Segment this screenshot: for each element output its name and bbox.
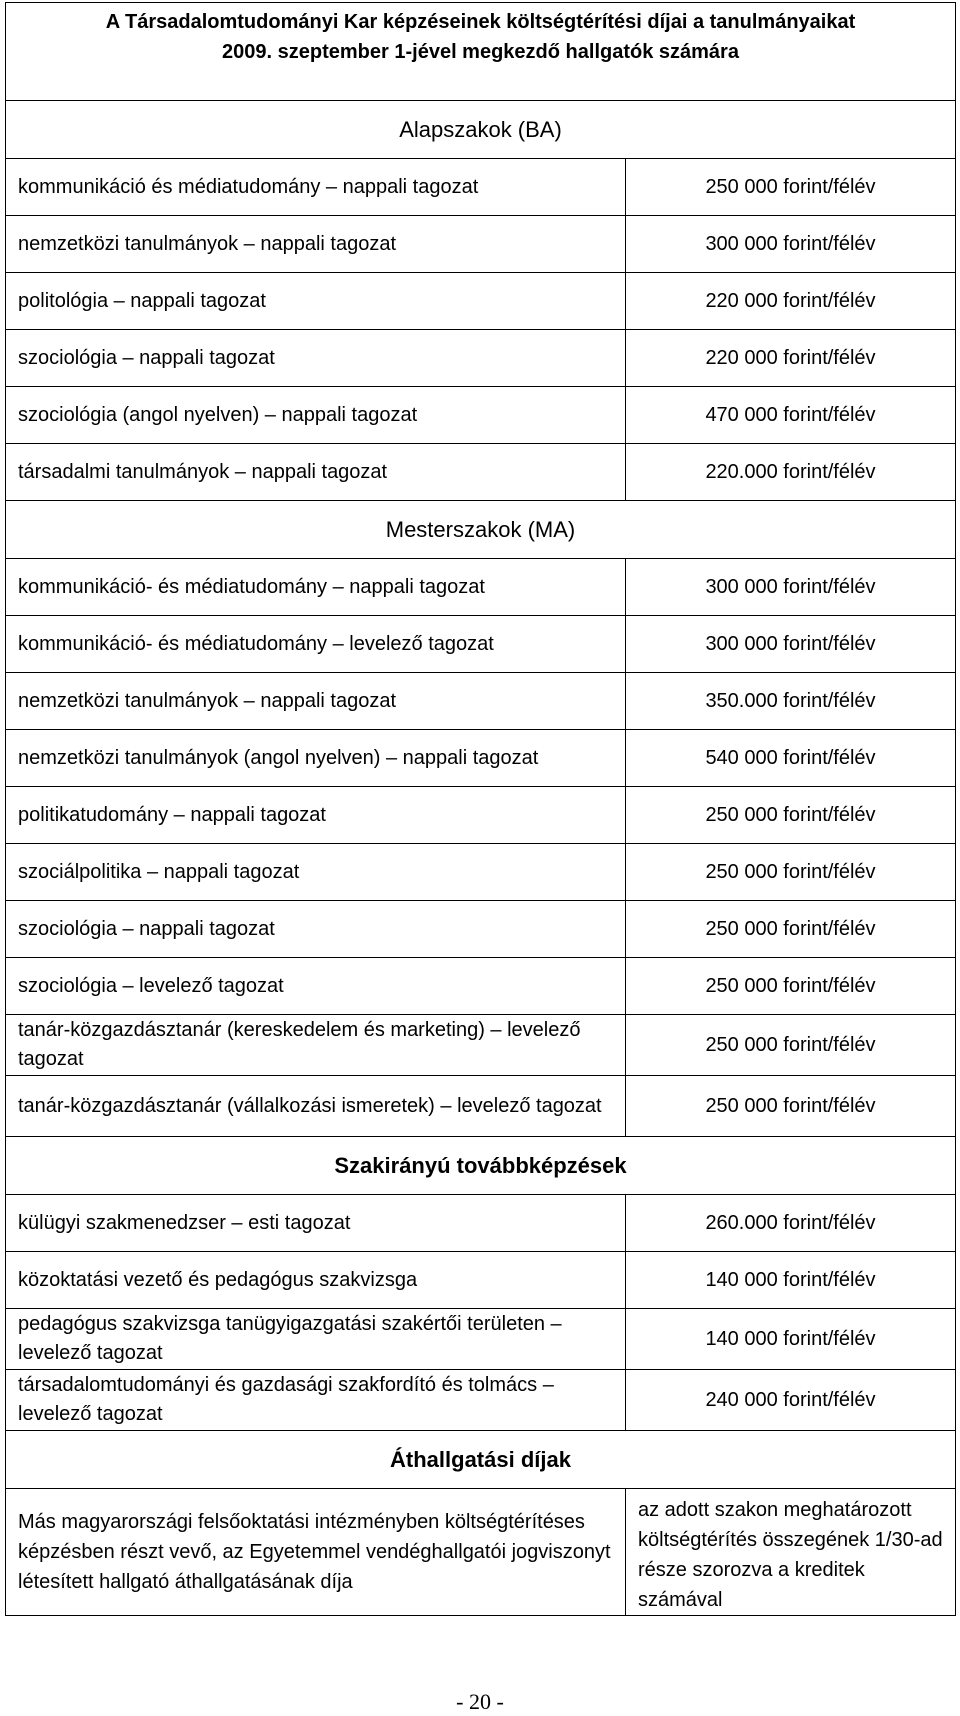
title-line-2: 2009. szeptember 1-jével megkezdő hallgatók számára: [222, 41, 739, 63]
section-heading-ma: Mesterszakok (MA): [6, 501, 956, 559]
program-name: kommunikáció- és médiatudomány – nappali tagozat: [6, 559, 626, 616]
fee-value: 220.000 forint/félév: [626, 444, 956, 501]
program-name: pedagógus szakvizsga tanügyigazgatási szakértői területen – levelező tagozat: [6, 1309, 626, 1370]
table-row: [6, 844, 956, 901]
section-heading-continuing: Szakirányú továbbképzések: [6, 1137, 956, 1195]
program-name: Más magyarországi felsőoktatási intézményben költségtérítéses képzésben részt vevő, az Egyetemmel vendéghallgatói jogviszonyt létesített hallgató áthallgatásának díja: [6, 1489, 626, 1616]
fee-value: 220 000 forint/félév: [626, 273, 956, 330]
table-row: [6, 330, 956, 387]
program-name: tanár-közgazdásztanár (vállalkozási ismeretek) – levelező tagozat: [6, 1076, 626, 1137]
fee-value: 220 000 forint/félév: [626, 330, 956, 387]
table-row: [6, 1195, 956, 1252]
program-name: társadalomtudományi és gazdasági szakfordító és tolmács – levelező tagozat: [6, 1370, 626, 1431]
program-name: szociológia – levelező tagozat: [6, 958, 626, 1015]
fee-value: 250 000 forint/félév: [626, 1015, 956, 1076]
table-row: [6, 730, 956, 787]
fee-value: 140 000 forint/félév: [626, 1252, 956, 1309]
table-row: [6, 159, 956, 216]
table-row: [6, 787, 956, 844]
fee-value: az adott szakon meghatározott költségtérítés összegének 1/30-ad része szorozva a kreditek számával: [626, 1489, 956, 1616]
fee-value: 250 000 forint/félév: [626, 958, 956, 1015]
program-name: tanár-közgazdásztanár (kereskedelem és marketing) – levelező tagozat: [6, 1015, 626, 1076]
table-row: [6, 1015, 956, 1076]
program-name: politikatudomány – nappali tagozat: [6, 787, 626, 844]
fee-value: 260.000 forint/félév: [626, 1195, 956, 1252]
section-heading-ba: Alapszakok (BA): [6, 101, 956, 159]
fee-table: [5, 2, 956, 1616]
program-name: nemzetközi tanulmányok (angol nyelven) – nappali tagozat: [6, 730, 626, 787]
program-name: szociológia (angol nyelven) – nappali tagozat: [6, 387, 626, 444]
program-name: közoktatási vezető és pedagógus szakvizsga: [6, 1252, 626, 1309]
fee-value: 140 000 forint/félév: [626, 1309, 956, 1370]
program-name: szociológia – nappali tagozat: [6, 330, 626, 387]
table-row: [6, 958, 956, 1015]
program-name: külügyi szakmenedzser – esti tagozat: [6, 1195, 626, 1252]
fee-value: 250 000 forint/félév: [626, 787, 956, 844]
table-row: [6, 559, 956, 616]
table-row: [6, 216, 956, 273]
document-title: [6, 3, 956, 101]
table-row: [6, 1489, 956, 1616]
program-name: kommunikáció- és médiatudomány – levelező tagozat: [6, 616, 626, 673]
program-name: nemzetközi tanulmányok – nappali tagozat: [6, 216, 626, 273]
program-name: társadalmi tanulmányok – nappali tagozat: [6, 444, 626, 501]
table-row: [6, 273, 956, 330]
section-heading-crossover: Áthallgatási díjak: [6, 1431, 956, 1489]
table-row: [6, 901, 956, 958]
program-name: nemzetközi tanulmányok – nappali tagozat: [6, 673, 626, 730]
title-line-1: A Társadalomtudományi Kar képzéseinek költségtérítési díjai a tanulmányaikat: [105, 11, 856, 33]
table-row: [6, 616, 956, 673]
fee-value: 300 000 forint/félév: [626, 616, 956, 673]
fee-value: 470 000 forint/félév: [626, 387, 956, 444]
program-name: kommunikáció és médiatudomány – nappali tagozat: [6, 159, 626, 216]
table-row: [6, 1076, 956, 1137]
table-row: [6, 444, 956, 501]
fee-value: 240 000 forint/félév: [626, 1370, 956, 1431]
program-name: politológia – nappali tagozat: [6, 273, 626, 330]
fee-value: 540 000 forint/félév: [626, 730, 956, 787]
table-row: [6, 1370, 956, 1431]
fee-value: 250 000 forint/félév: [626, 1076, 956, 1137]
table-row: [6, 387, 956, 444]
table-row: [6, 1252, 956, 1309]
fee-value: 300 000 forint/félév: [626, 216, 956, 273]
fee-value: 250 000 forint/félév: [626, 844, 956, 901]
page-number: - 20 -: [456, 1689, 504, 1714]
program-name: szociálpolitika – nappali tagozat: [6, 844, 626, 901]
fee-value: 250 000 forint/félév: [626, 159, 956, 216]
fee-value: 300 000 forint/félév: [626, 559, 956, 616]
table-row: [6, 1309, 956, 1370]
program-name: szociológia – nappali tagozat: [6, 901, 626, 958]
fee-value: 350.000 forint/félév: [626, 673, 956, 730]
table-row: [6, 673, 956, 730]
fee-value: 250 000 forint/félév: [626, 901, 956, 958]
fee-document: [5, 2, 955, 1616]
